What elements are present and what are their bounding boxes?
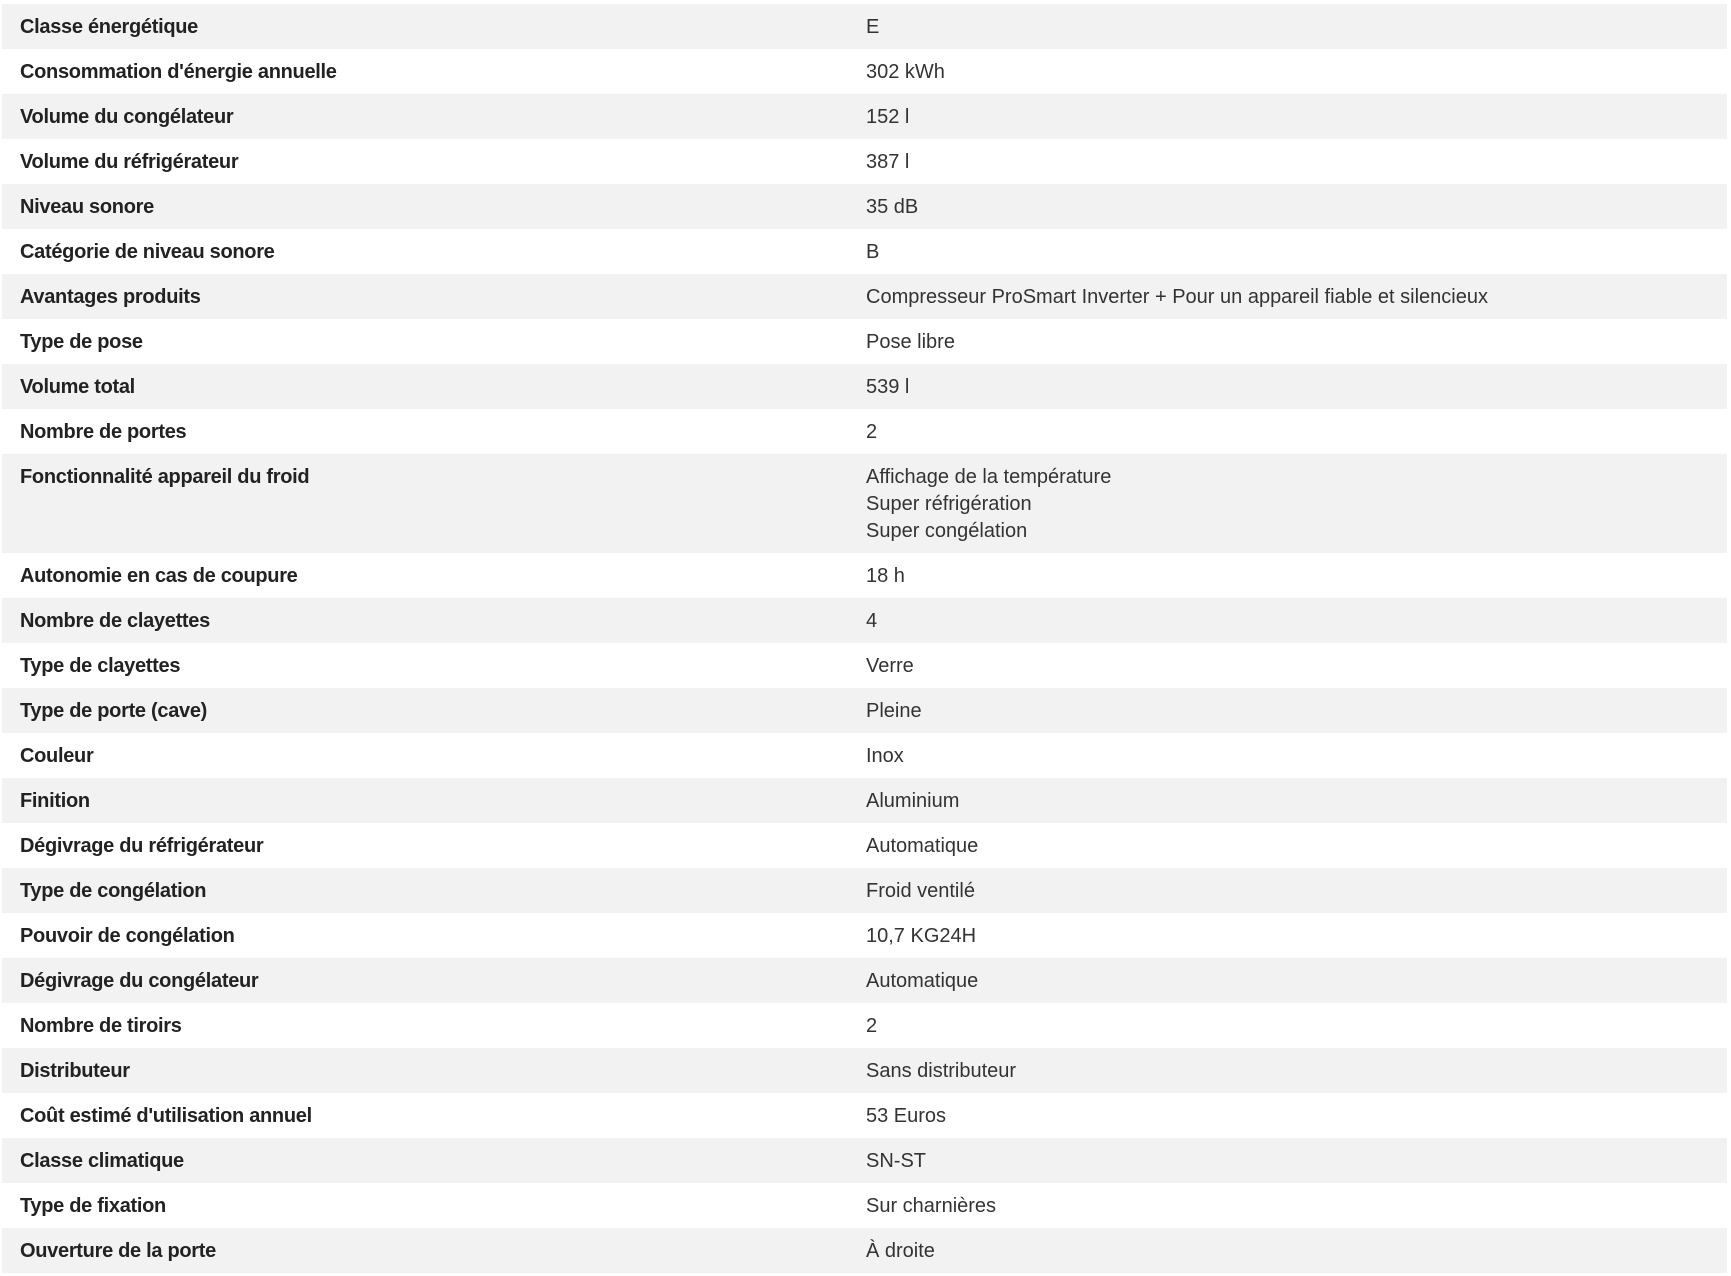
spec-value-line: Super congélation: [866, 520, 1028, 542]
spec-label: Type de congélation: [20, 880, 207, 902]
spec-row: [2, 688, 1727, 733]
spec-value-line: Affichage de la température: [866, 466, 1112, 488]
spec-row: [2, 1093, 1727, 1138]
spec-value-line: Sur charnières: [866, 1195, 997, 1217]
spec-label: Classe énergétique: [20, 16, 199, 38]
spec-value: [866, 184, 1727, 229]
spec-label: Pouvoir de congélation: [20, 925, 235, 947]
spec-label: Consommation d'énergie annuelle: [20, 61, 337, 83]
spec-value: [866, 4, 1727, 49]
spec-label: Autonomie en cas de coupure: [20, 565, 298, 587]
spec-row: [2, 1003, 1727, 1048]
spec-label: Fonctionnalité appareil du froid: [20, 466, 310, 488]
spec-label: Finition: [20, 790, 90, 812]
spec-value-line: Aluminium: [866, 790, 960, 812]
spec-value: [866, 1048, 1727, 1093]
spec-value-line: 387 l: [866, 151, 910, 173]
spec-label: Ouverture de la porte: [20, 1240, 216, 1262]
specs-table-body: [2, 4, 1727, 1273]
spec-value-line: Froid ventilé: [866, 880, 975, 902]
spec-value-line: 53 Euros: [866, 1105, 947, 1127]
spec-label: Nombre de portes: [20, 421, 187, 443]
spec-value: [866, 913, 1727, 958]
spec-value: [866, 1228, 1727, 1273]
spec-value-line: 10,7 KG24H: [866, 925, 977, 947]
spec-value: [866, 364, 1727, 409]
spec-value: [866, 454, 1727, 553]
spec-row: [2, 643, 1727, 688]
spec-value: [866, 319, 1727, 364]
spec-value-line: 35 dB: [866, 196, 919, 218]
spec-label: Volume du congélateur: [20, 106, 234, 128]
spec-value-line: B: [866, 241, 880, 263]
spec-row: [2, 274, 1727, 319]
spec-row: [2, 229, 1727, 274]
spec-value: [866, 1183, 1727, 1228]
spec-value: [866, 733, 1727, 778]
spec-label: Avantages produits: [20, 286, 201, 308]
spec-value-line: 302 kWh: [866, 61, 945, 83]
spec-value: [866, 553, 1727, 598]
spec-row: [2, 1183, 1727, 1228]
spec-value-line: Automatique: [866, 970, 979, 992]
spec-value-line: Compresseur ProSmart Inverter + Pour un appareil fiable et silencieux: [866, 286, 1488, 308]
spec-value-line: 18 h: [866, 565, 905, 587]
spec-value: [866, 1138, 1727, 1183]
spec-row: [2, 364, 1727, 409]
spec-label: Nombre de tiroirs: [20, 1015, 182, 1037]
spec-value: [866, 1003, 1727, 1048]
spec-row: [2, 4, 1727, 49]
spec-row: [2, 94, 1727, 139]
spec-value-line: 539 l: [866, 376, 910, 398]
spec-value-line: 2: [866, 1015, 878, 1037]
spec-value: [866, 1093, 1727, 1138]
spec-value-line: 2: [866, 421, 878, 443]
spec-label: Couleur: [20, 745, 94, 767]
spec-label: Distributeur: [20, 1060, 130, 1082]
spec-value-line: Super réfrigération: [866, 493, 1032, 515]
spec-value: [866, 598, 1727, 643]
spec-label: Type de pose: [20, 331, 143, 353]
spec-label: Type de porte (cave): [20, 700, 208, 722]
spec-value: [866, 94, 1727, 139]
spec-value: [866, 139, 1727, 184]
spec-value: [866, 823, 1727, 868]
spec-value-line: Automatique: [866, 835, 979, 857]
spec-value-line: Pose libre: [866, 331, 955, 353]
spec-row: [2, 913, 1727, 958]
spec-row: [2, 454, 1727, 553]
spec-row: [2, 184, 1727, 229]
spec-row: [2, 733, 1727, 778]
spec-row: [2, 49, 1727, 94]
spec-row: [2, 139, 1727, 184]
spec-label: Volume du réfrigérateur: [20, 151, 239, 173]
spec-value: [866, 274, 1727, 319]
spec-value: [866, 229, 1727, 274]
spec-value-line: Pleine: [866, 700, 922, 722]
spec-value: [866, 778, 1727, 823]
spec-row: [2, 1048, 1727, 1093]
spec-label: Dégivrage du congélateur: [20, 970, 259, 992]
spec-value-line: E: [866, 16, 880, 38]
spec-row: [2, 319, 1727, 364]
spec-row: [2, 868, 1727, 913]
spec-value: [866, 643, 1727, 688]
spec-value: [866, 688, 1727, 733]
spec-label: Dégivrage du réfrigérateur: [20, 835, 264, 857]
spec-row: [2, 409, 1727, 454]
spec-value-line: 4: [866, 610, 878, 632]
spec-label: Type de fixation: [20, 1195, 166, 1217]
spec-value: [866, 49, 1727, 94]
spec-value-line: Verre: [866, 655, 914, 677]
spec-label: Niveau sonore: [20, 196, 154, 218]
spec-row: [2, 553, 1727, 598]
spec-row: [2, 1138, 1727, 1183]
spec-row: [2, 823, 1727, 868]
spec-label: Coût estimé d'utilisation annuel: [20, 1105, 312, 1127]
spec-value: [866, 958, 1727, 1003]
spec-row: [2, 598, 1727, 643]
spec-value-line: Inox: [866, 745, 904, 767]
spec-label: Catégorie de niveau sonore: [20, 241, 275, 263]
spec-label: Nombre de clayettes: [20, 610, 210, 632]
spec-value-line: 152 l: [866, 106, 910, 128]
spec-row: [2, 778, 1727, 823]
spec-label: Classe climatique: [20, 1150, 184, 1172]
spec-row: [2, 958, 1727, 1003]
spec-label: Volume total: [20, 376, 135, 398]
product-specs-table: [2, 4, 1727, 1273]
spec-value: [866, 868, 1727, 913]
spec-value-line: SN-ST: [866, 1150, 926, 1172]
spec-label: Type de clayettes: [20, 655, 181, 677]
spec-value: [866, 409, 1727, 454]
spec-row: [2, 1228, 1727, 1273]
spec-value-line: Sans distributeur: [866, 1060, 1017, 1082]
spec-value-line: À droite: [866, 1240, 935, 1262]
